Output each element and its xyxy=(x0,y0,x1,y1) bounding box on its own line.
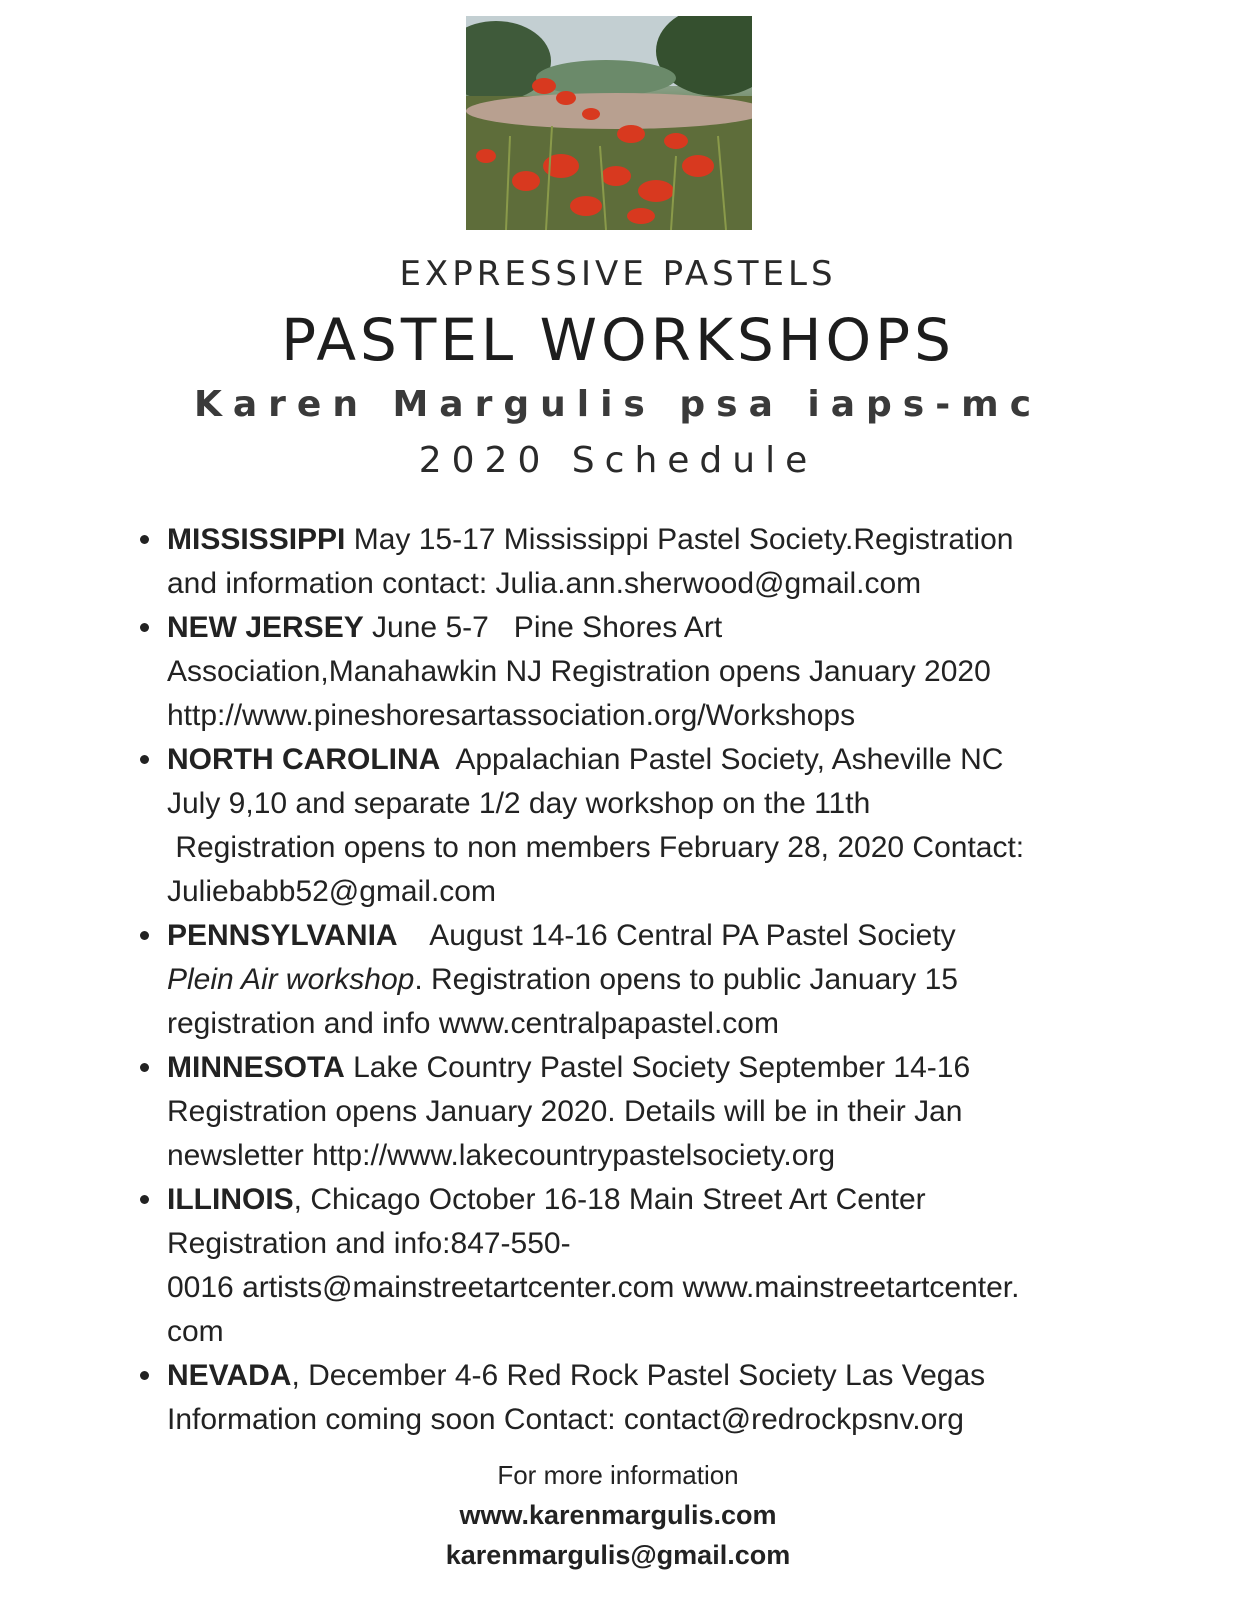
workshop-item-minnesota xyxy=(140,1046,1100,1178)
workshop-item-nevada xyxy=(140,1354,1100,1442)
state-name: MISSISSIPPI xyxy=(167,523,346,556)
workshop-details: com xyxy=(167,1315,224,1348)
workshop-details: , Chicago October 16-18 Main Street Art Center xyxy=(293,1183,926,1216)
state-name: NEVADA xyxy=(167,1359,292,1392)
workshop-details: June 5-7 Pine Shores Art xyxy=(363,611,723,644)
workshop-details: Lake Country Pastel Society September 14-16 xyxy=(344,1051,971,1084)
bullet-icon xyxy=(140,755,149,764)
state-name: NEW JERSEY xyxy=(167,611,364,644)
workshop-item-illinois xyxy=(140,1178,1100,1354)
workshop-details: 0016 artists@mainstreetartcenter.com www.mainstreetartcenter. xyxy=(167,1271,1020,1304)
bullet-icon xyxy=(140,535,149,544)
workshop-details: August 14-16 Central PA Pastel Society xyxy=(397,919,956,952)
poppy-field-artwork xyxy=(466,16,752,230)
workshop-details: Appalachian Pastel Society, Asheville NC xyxy=(440,743,1004,776)
workshop-link[interactable]: http://www.pineshoresartassociation.org/Workshops xyxy=(167,699,856,732)
workshop-details: Information coming soon Contact: contact@redrockpsnv.org xyxy=(167,1403,964,1436)
workshop-contact-email[interactable]: Juliebabb52@gmail.com xyxy=(167,875,496,908)
more-info-label: For more information xyxy=(497,1460,739,1490)
workshop-details: and information contact: Julia.ann.sherwood@gmail.com xyxy=(167,567,922,600)
bullet-icon xyxy=(140,623,149,632)
state-name: PENNSYLVANIA xyxy=(167,919,398,952)
workshop-details: July 9,10 and separate 1/2 day workshop on the 11th xyxy=(167,787,871,820)
workshop-details: Association,Manahawkin NJ Registration opens January 2020 xyxy=(167,655,991,688)
bullet-icon xyxy=(140,1195,149,1204)
state-name: MINNESOTA xyxy=(167,1051,345,1084)
page-title: PASTEL WORKSHOPS xyxy=(281,306,955,374)
workshop-details: May 15-17 Mississippi Pastel Society.Registration xyxy=(345,523,1014,556)
workshop-details: Registration and info:847-550- xyxy=(167,1227,571,1260)
bullet-icon xyxy=(140,931,149,940)
workshop-details: newsletter http://www.lakecountrypastelsociety.org xyxy=(167,1139,836,1172)
workshop-details: . Registration opens to public January 15 xyxy=(414,963,958,996)
email-link[interactable]: karenmargulis@gmail.com xyxy=(445,1540,791,1570)
state-name: ILLINOIS xyxy=(167,1183,294,1216)
workshop-item-pennsylvania xyxy=(140,914,1100,1046)
state-name: NORTH CAROLINA xyxy=(167,743,441,776)
workshop-item-mississippi xyxy=(140,518,1100,606)
website-link[interactable]: www.karenmargulis.com xyxy=(459,1500,777,1530)
workshop-type: Plein Air workshop xyxy=(167,963,415,996)
workshop-item-new-jersey xyxy=(140,606,1100,738)
brand-heading: EXPRESSIVE PASTELS xyxy=(399,254,837,294)
workshop-details: , December 4-6 Red Rock Pastel Society Las Vegas xyxy=(291,1359,986,1392)
schedule-subtitle: 2020 Schedule xyxy=(418,440,818,481)
bullet-icon xyxy=(140,1063,149,1072)
workshop-details: Registration opens January 2020. Details will be in their Jan xyxy=(167,1095,963,1128)
workshop-item-north-carolina xyxy=(140,738,1100,914)
author-line: Karen Margulis psa iaps-mc xyxy=(193,384,1043,425)
workshop-details: registration and info www.centralpapastel.com xyxy=(167,1007,779,1040)
poppy-painting-image xyxy=(466,16,752,230)
workshop-details: Registration opens to non members February 28, 2020 Contact: xyxy=(167,831,1025,864)
workshop-list xyxy=(140,518,1100,1442)
bullet-icon xyxy=(140,1371,149,1380)
